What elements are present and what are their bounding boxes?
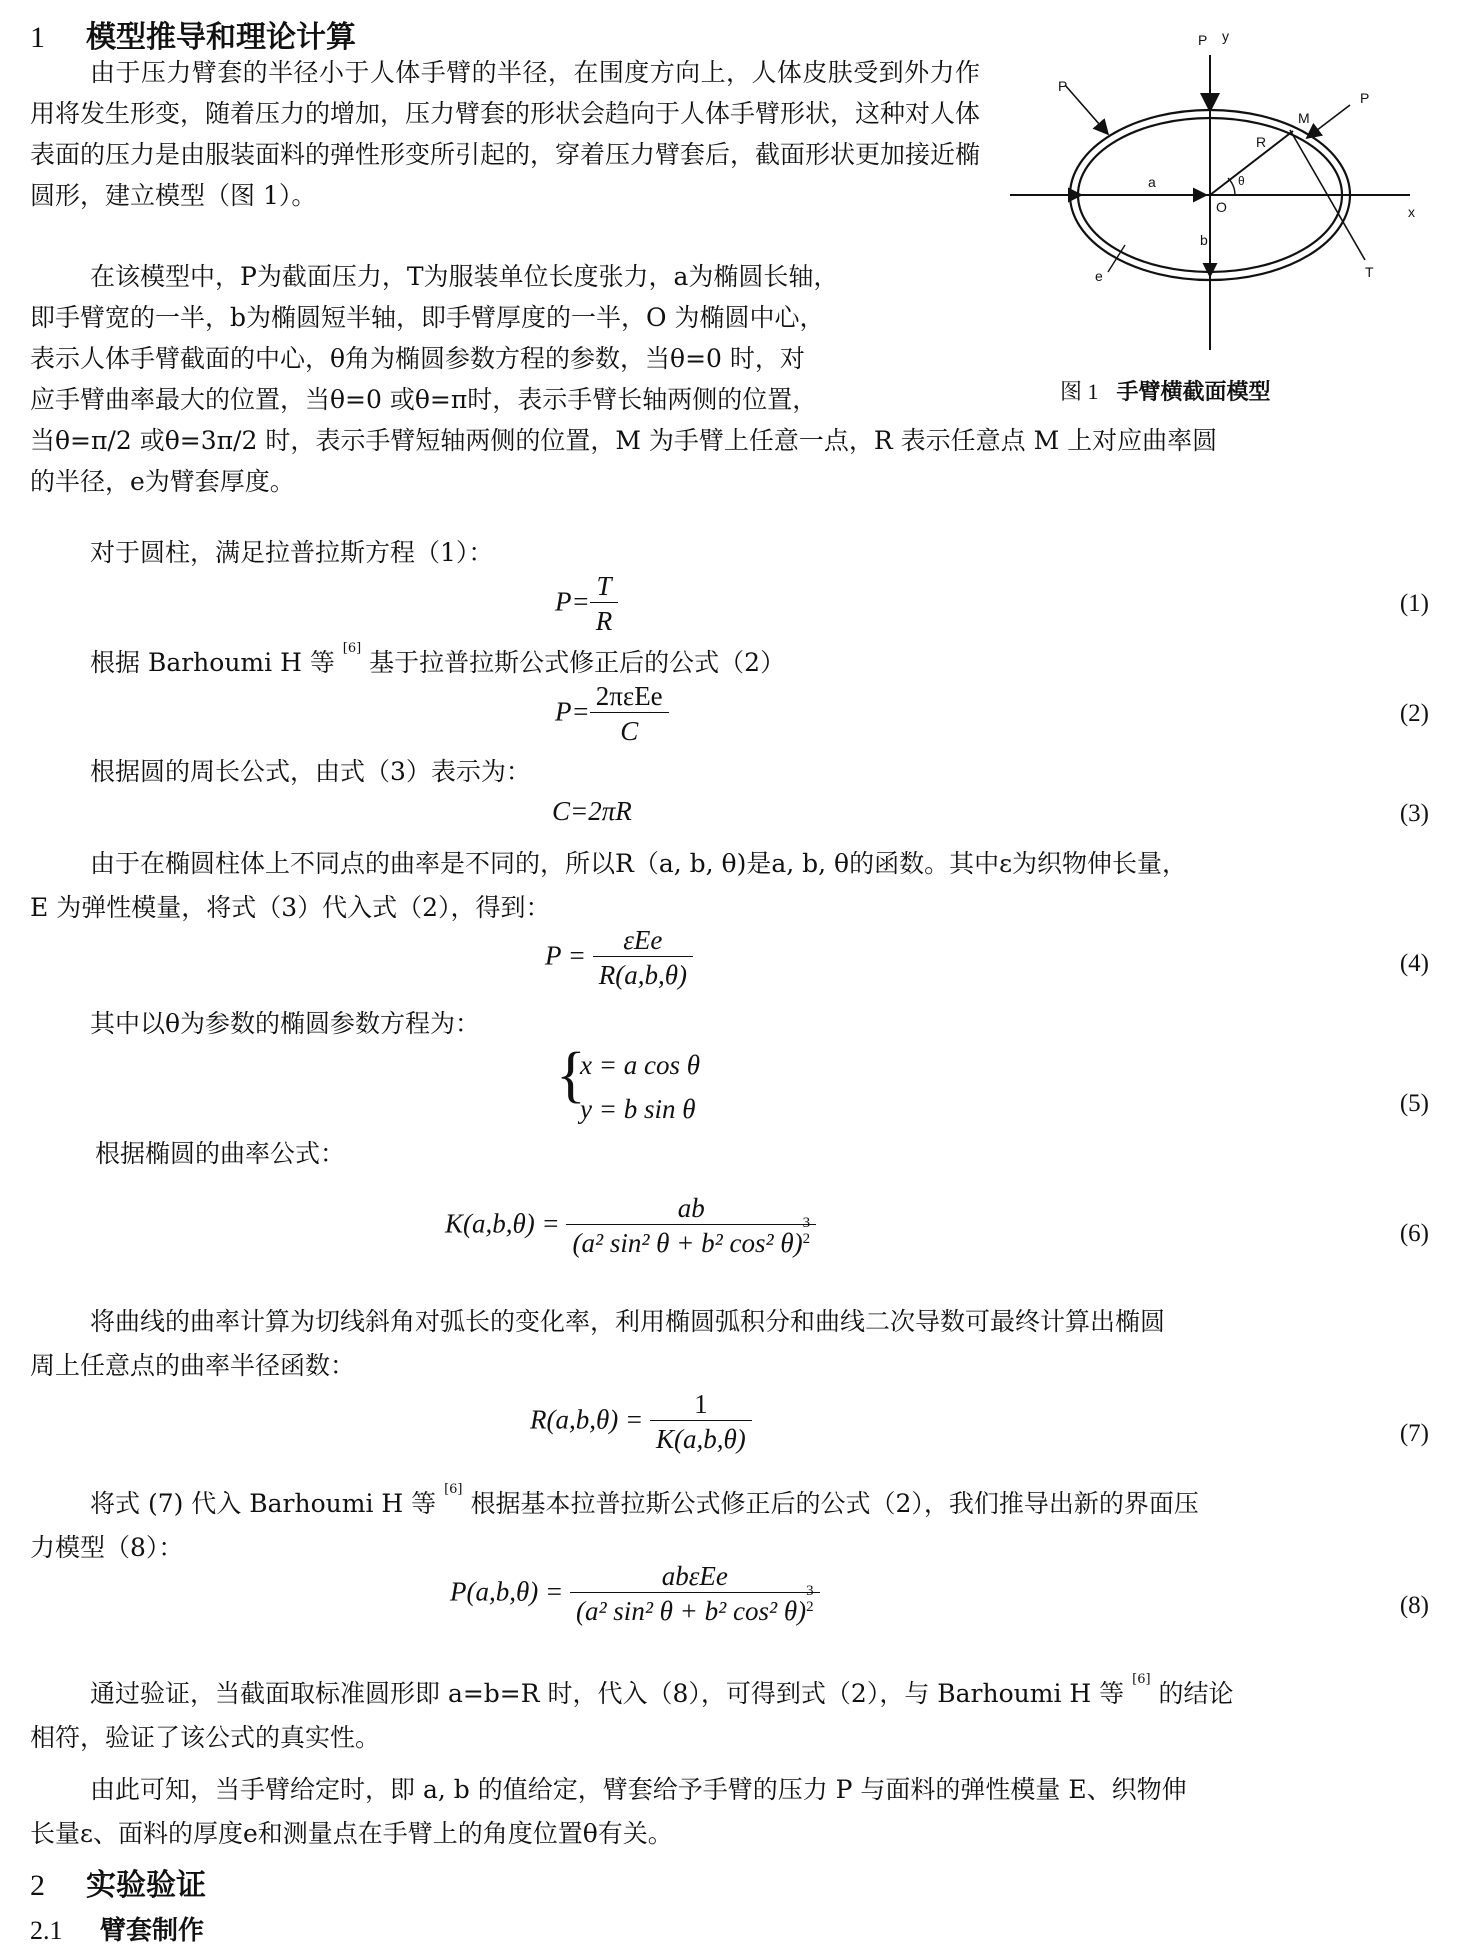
equation-5-y: y = b sin θ — [580, 1094, 696, 1124]
equation-6-number: (6) — [1399, 1220, 1429, 1247]
label-e: e — [1095, 268, 1103, 284]
equation-5-brace: { — [556, 1041, 586, 1109]
label-p-top: P — [1198, 32, 1208, 48]
para-radius-line-1: 将曲线的曲率计算为切线斜角对弧长的变化率，利用椭圆弧积分和曲线二次导数可最终计算出椭圆 — [90, 1307, 1166, 1336]
intro-eq6: 根据椭圆的曲率公式： — [95, 1139, 346, 1168]
paragraph-intro: 由于压力臂套的半径小于人体手臂的半径，在围度方向上，人体皮肤受到外力作用将发生形变，随着压力的增加，压力臂套的形状会趋向于人体手臂形状，这种对人体表面的压力是由服装面料的弹性形变所引起的，穿着压力臂套后，截面形状更加接近椭圆形，建立模型（图 1）。 — [30, 58, 981, 210]
label-t: T — [1365, 264, 1374, 280]
equation-1: P= $\frac{T}{R}$ — [555, 570, 618, 639]
label-theta: θ — [1238, 174, 1245, 188]
para2-line-6: 的半径，e为臂套厚度。 — [30, 467, 295, 496]
para-verify-line-1: 通过验证，当截面取标准圆形即 a=b=R 时，代入（8），可得到式（2），与 Barhoumi H 等 [6] 的结论 — [90, 1672, 1234, 1708]
figure-caption: 图 1 手臂横截面模型 — [1060, 379, 1271, 405]
label-p-right: P — [1360, 90, 1370, 106]
para2-line-1: 在该模型中，P为截面压力，T为服装单位长度张力，a为椭圆长轴， — [90, 262, 839, 291]
label-r: R — [1256, 134, 1267, 150]
para2-line-3: 表示人体手臂截面的中心，θ角为椭圆参数方程的参数，当θ=0 时，对 — [30, 344, 805, 373]
figure-arm-cross-section — [1010, 25, 1440, 355]
para-curvature-line-2: E 为弹性模量，将式（3）代入式（2），得到： — [30, 893, 551, 922]
para2-line-2: 即手臂宽的一半，b为椭圆短半轴，即手臂厚度的一半，O 为椭圆中心， — [30, 303, 825, 332]
section-heading-2-1: 2.1 臂套制作 — [30, 1916, 205, 1946]
label-p-left: P — [1058, 78, 1068, 94]
para-verify-line-2: 相符，验证了该公式的真实性。 — [30, 1723, 381, 1752]
equation-3: C=2πR — [552, 796, 632, 826]
para-substitute-line-2: 力模型（8）： — [30, 1533, 184, 1562]
arrow-p-left — [1065, 85, 1107, 133]
label-b: b — [1200, 232, 1208, 248]
intro-eq2: 根据 Barhoumi H 等 [6] 基于拉普拉斯公式修正后的公式（2） — [90, 641, 786, 677]
arrow-p-right — [1308, 105, 1350, 137]
equation-4: P = $\frac{\text{εEe}}{R(a,b,\theta)}$ — [545, 924, 693, 993]
equation-2-number: (2) — [1399, 700, 1429, 727]
label-o: O — [1216, 199, 1227, 215]
equation-1-number: (1) — [1399, 590, 1429, 617]
intro-eq1: 对于圆柱，满足拉普拉斯方程（1）： — [90, 538, 494, 567]
intro-eq5: 其中以θ为参数的椭圆参数方程为： — [90, 1009, 481, 1038]
label-m: M — [1298, 110, 1310, 126]
equation-5-number: (5) — [1399, 1090, 1429, 1117]
para-conclusion-line-2: 长量ε、面料的厚度e和测量点在手臂上的角度位置θ有关。 — [30, 1819, 673, 1848]
para2-line-5: 当θ=π/2 或θ=3π/2 时，表示手臂短轴两侧的位置，M 为手臂上任意一点，R 表示任意点 M 上对应曲率圆 — [30, 426, 1218, 455]
intro-eq3: 根据圆的周长公式，由式（3）表示为： — [90, 757, 531, 786]
section-heading-2: 2 实验验证 — [30, 1868, 206, 1903]
para-substitute-line-1: 将式 (7) 代入 Barhoumi H 等 [6] 根据基本拉普拉斯公式修正后的公式（2），我们推导出新的界面压 — [90, 1482, 1199, 1518]
para-curvature-line-1: 由于在椭圆柱体上不同点的曲率是不同的，所以R（a, b, θ)是a, b, θ的函数。其中ε为织物伸长量， — [90, 849, 1188, 878]
label-a: a — [1148, 174, 1156, 190]
para2-line-4: 应手臂曲率最大的位置，当θ=0 或θ=π时，表示手臂长轴两侧的位置， — [30, 385, 818, 414]
radius-line — [1210, 131, 1293, 195]
equation-8-number: (8) — [1399, 1592, 1429, 1619]
equation-3-number: (3) — [1399, 800, 1429, 827]
para-conclusion-line-1: 由此可知，当手臂给定时，即 a, b 的值给定，臂套给予手臂的压力 P 与面料的弹性模量 E、织物伸 — [90, 1775, 1187, 1804]
equation-6: K(a,b,θ) = ab (a² sin² θ + b² cos² θ)3 2 — [445, 1192, 816, 1261]
equation-4-number: (4) — [1399, 950, 1429, 977]
section-heading-1: 1 模型推导和理论计算 — [30, 20, 356, 55]
equation-7: R(a,b,θ) = $\frac{1}{K(a,b,\theta)}$ — [530, 1388, 752, 1457]
label-x: x — [1408, 204, 1415, 220]
para-radius-line-2: 周上任意点的曲率半径函数： — [30, 1351, 356, 1380]
equation-7-number: (7) — [1399, 1420, 1429, 1447]
equation-5-x: x = a cos θ — [580, 1050, 700, 1080]
equation-8: P(a,b,θ) = abεEe (a² sin² θ + b² cos² θ)3 2 — [450, 1560, 820, 1629]
equation-2: P= $\frac{\text{2πεEe}}{C}$ — [555, 680, 669, 749]
label-y: y — [1222, 28, 1229, 44]
